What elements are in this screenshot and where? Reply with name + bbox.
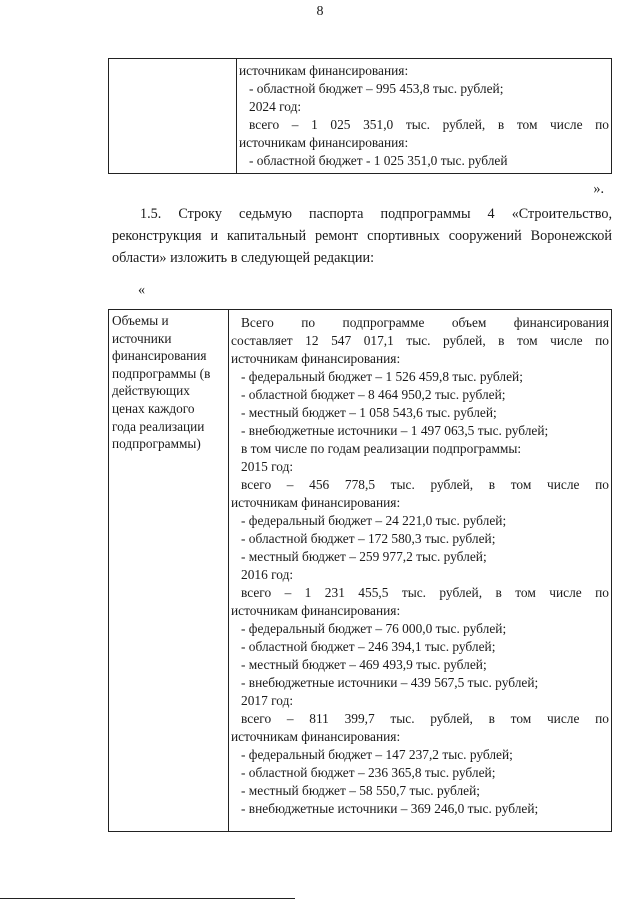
opening-quote: « (138, 282, 146, 298)
top-table-line: 2024 год: (249, 99, 302, 114)
page-number: 8 (316, 4, 324, 19)
financing-line: 2017 год: (241, 693, 294, 708)
financing-line: источникам финансирования: (231, 351, 401, 366)
financing-line: - областной бюджет – 172 580,3 тыс. рублей; (241, 531, 496, 546)
financing-line: - федеральный бюджет – 1 526 459,8 тыс. рублей; (241, 369, 523, 384)
top-table-line: - областной бюджет – 995 453,8 тыс. рублей; (249, 81, 504, 96)
financing-line: всего – 456 778,5 тыс. рублей, в том числе по (241, 477, 609, 492)
financing-value-cell (229, 310, 611, 831)
financing-line: - областной бюджет – 246 394,1 тыс. рублей; (241, 639, 496, 654)
financing-line: - федеральный бюджет – 76 000,0 тыс. рублей; (241, 621, 507, 636)
financing-label-cell (109, 310, 229, 831)
financing-line: - внебюджетные источники – 369 246,0 тыс. рублей; (241, 801, 539, 816)
financing-line: - федеральный бюджет – 24 221,0 тыс. рублей; (241, 513, 507, 528)
financing-line: всего – 811 399,7 тыс. рублей, в том числе по (241, 711, 609, 726)
financing-line: - областной бюджет – 8 464 950,2 тыс. рублей; (241, 387, 506, 402)
closing-quote: ». (593, 181, 604, 197)
label-line: действующих (112, 383, 190, 399)
top-table-line: - областной бюджет - 1 025 351,0 тыс. рублей (249, 153, 508, 168)
label-line: подпрограммы (в (112, 365, 211, 381)
amendment-paragraph (112, 203, 612, 269)
label-line: ценах каждого (112, 400, 195, 416)
paragraph-line: области» изложить в следующей редакции: (112, 250, 375, 266)
top-table-line: источникам финансирования: (239, 135, 409, 150)
label-line: года реализации (112, 418, 205, 434)
paragraph-line: 1.5. Строку седьмую паспорта подпрограммы 4 «Строительство, (140, 206, 612, 222)
financing-line: 2015 год: (241, 459, 294, 474)
financing-line: составляет 12 547 017,1 тыс. рублей, в том числе по (231, 333, 609, 348)
financing-line: источникам финансирования: (231, 603, 401, 618)
financing-line: - областной бюджет – 236 365,8 тыс. рублей; (241, 765, 496, 780)
financing-line: в том числе по годам реализации подпрограммы: (241, 441, 522, 456)
top-table-left-cell (109, 59, 237, 173)
financing-line: - федеральный бюджет – 147 237,2 тыс. рублей; (241, 747, 513, 762)
financing-line: источникам финансирования: (231, 495, 401, 510)
top-table (108, 58, 612, 174)
financing-line: - местный бюджет – 469 493,9 тыс. рублей; (241, 657, 487, 672)
financing-line: - местный бюджет – 1 058 543,6 тыс. рублей; (241, 405, 497, 420)
financing-line: 2016 год: (241, 567, 294, 582)
label-line: финансирования (112, 348, 207, 364)
financing-line: - внебюджетные источники – 1 497 063,5 тыс. рублей; (241, 423, 549, 438)
footer-rule (0, 898, 295, 899)
financing-line: - местный бюджет – 259 977,2 тыс. рублей; (241, 549, 487, 564)
paragraph-line: реконструкция и капитальный ремонт спортивных сооружений Воронежской (112, 228, 612, 244)
top-table-right-cell (237, 59, 611, 173)
top-table-line: всего – 1 025 351,0 тыс. рублей, в том числе по (249, 117, 609, 132)
label-line: источники (112, 330, 172, 346)
financing-line: - местный бюджет – 58 550,7 тыс. рублей; (241, 783, 480, 798)
financing-line: - внебюджетные источники – 439 567,5 тыс. рублей; (241, 675, 539, 690)
financing-line: Всего по подпрограмме объем финансирования (241, 315, 609, 330)
financing-table (108, 309, 612, 832)
label-line: подпрограммы) (112, 436, 201, 452)
label-line: Объемы и (112, 313, 169, 328)
financing-line: источникам финансирования: (231, 729, 401, 744)
top-table-line: источникам финансирования: (239, 63, 409, 78)
financing-line: всего – 1 231 455,5 тыс. рублей, в том числе по (241, 585, 609, 600)
